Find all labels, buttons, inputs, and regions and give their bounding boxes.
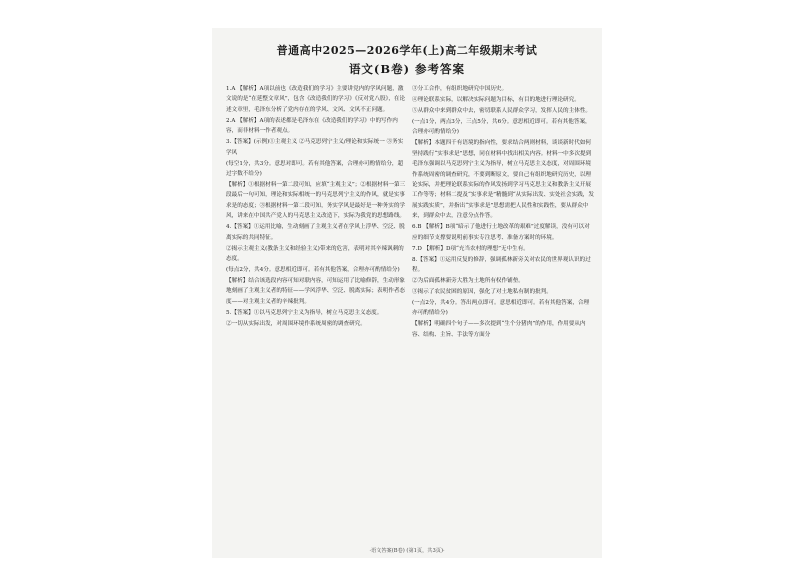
paragraph: ②一切从实际出发，对周围环境作系统周密的调查研究。 bbox=[226, 320, 366, 327]
paragraph: (一点2分，共4分。答出两点即可。意思相近即可。若有其他答案，合理亦可酌情给分) bbox=[412, 300, 590, 317]
paragraph: 【解析】①根据材料一第二段可知，应填“主观主义”；②根据材料一第三段最后一句可知，理论和实际相统一的马克思列宁主义的作风，就是实事求是的态度；③根据材料一第二段可知，务实学风是最好是一种务实的学风，讲来在中国共产党人的马克思主义改造下，实际为我党的思想路线。 bbox=[226, 182, 406, 220]
paragraph: 8.【答案】①运用反复的修辞，强调孤林新旁关对农民的世界观认识的过程。 bbox=[412, 256, 591, 274]
exam-title: 普通高中2025—2026学年(上)高二年级期末考试 bbox=[276, 44, 538, 57]
paragraph: 【解析】结合该选段内容可知对联内容，可知运用了比喻修辞，生动形象地刻画了主观主义者的特征——学风浮华、空泛、脱离实际；表明作者态度——对主观主义者的辛辣批判。 bbox=[226, 278, 406, 305]
paragraph: ③分工合作，有组织地研究中国历史。 bbox=[412, 86, 508, 92]
answer-sheet-page bbox=[212, 28, 602, 558]
paragraph: ②为后面孤林新旁大胜为土地所有权作铺垫。 bbox=[412, 278, 524, 285]
paragraph: 3.【答案】(示例)①主观主义 ②马克思列宁主义/理论和实际统一 ③务实学风 bbox=[226, 139, 404, 156]
paragraph: 4.【答案】①运用比喻，生动刻画了主观主义者在学风上浮华、空泛、脱离实际的共同特征。 bbox=[226, 224, 405, 241]
paragraph: (每点2分，共4分。意思相近即可。若有其他答案，合理亦可酌情给分) bbox=[226, 267, 400, 274]
left-column bbox=[226, 84, 408, 329]
paragraph: 1.A 【解析】A项以前也《改造我们的学习》主要讲党内的学风问题，激文说的是“在延整文章风”，包含《改造我们的学习》《反对党八股》，在论述文章里，毛泽东分析了党内存在的学风、文风、文风不正问题。 bbox=[226, 86, 406, 113]
paragraph: 2.A 【解析】A项的表述都是毛泽东在《改造我们的学习》中的写作内容，而非材料一作者观点。 bbox=[226, 117, 398, 135]
right-column bbox=[412, 84, 594, 340]
paragraph: 7.D 【解析】D项“充当农村的理想”无中生有。 bbox=[412, 245, 529, 252]
paragraph: ⑤从群众中来到群众中去，密切联系人民群众学习，发挥人民的主体性。 bbox=[412, 108, 592, 114]
paragraph: ④理论联系实际，以解决实际问题为目标，有目的地进行理论研究。 bbox=[412, 97, 580, 103]
paragraph: 【解析】本题四千有语境的指向性，要求结合两则材料，谈谈新时代如何坚持践行“实事求是”思想，同在材料中找出相关内容。材料一中多次提到毛泽东强调以马克思列宁主义为指导，树立马克思主义态度，对周围环境作系统周密的调查研究，不要到断原文，要自己有组织地研究历史，以理论实际，并把理论联系实际的作风发扬到学习马克思主义和教条主义开展工作等等；材料二提及“实事求是”精髓到“从实际出发、实处社会实践，发展实践实质”，并指出“实事求是”思想需把人民性和实践性，要从群众中来，到群众中去，注意分点作答。 bbox=[412, 140, 594, 220]
paragraph: (每空1分，共3分。意思对即可。若有其他答案，合理亦可酌情给分，超过字数不给分) bbox=[226, 160, 404, 178]
paragraph: ③揭示了农民贫困的原因，强化了对土地私有制的批判。 bbox=[412, 289, 552, 296]
paragraph: 【解析】明确四个句子——多次提到“生个分猪肉”的作用，作用要从内容、结构、主旨、手法等方面分 bbox=[412, 321, 586, 338]
paragraph: ②揭示主观主义(教条主义和经验主义)带来的危害，表明对其辛辣讽刺的态度。 bbox=[226, 245, 404, 263]
page-footer: ·语文答案(B卷) (第1页，共3页)· bbox=[369, 548, 445, 554]
paragraph: (一点1分，两点3分，三点5分，共6分。意思相近即可。若有其他答案，合理亦可酌情给分) bbox=[412, 119, 591, 136]
answer-subtitle: 语文(B卷) 参考答案 bbox=[348, 62, 466, 76]
paragraph: 6.B 【解析】B项“暗示了他进行土地改革的艰难”过度解读，没有可以对应的细节支撑要说明前事实专注思考、准备方案时的环境。 bbox=[412, 224, 590, 241]
paragraph: 5.【答案】①以马克思列宁主义为指导，树立马克思主义态度。 bbox=[226, 309, 383, 316]
